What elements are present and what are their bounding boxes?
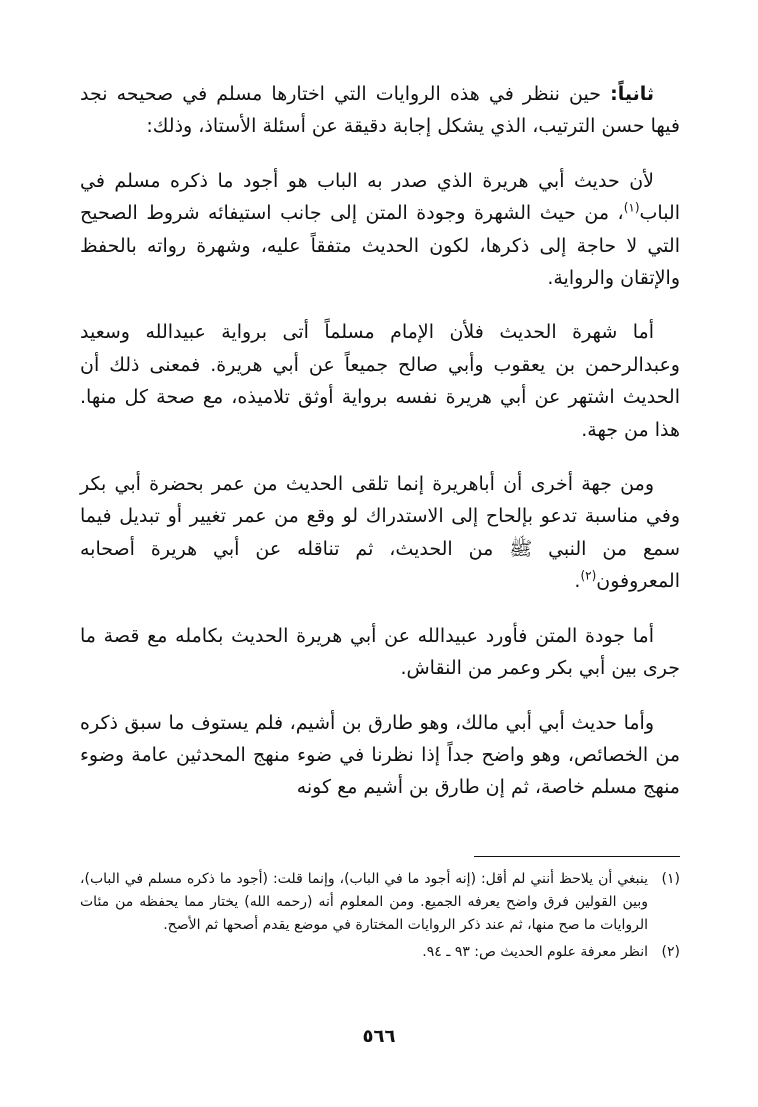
paragraph-1-text: حين ننظر في هذه الروايات التي اختارها مسلم في صحيحه نجد فيها حسن الترتيب، الذي يشكل إجابة دقيقة عن أسئلة الأستاذ، وذلك: (80, 83, 680, 138)
paragraph-1-lead: ثانياً: (610, 83, 654, 105)
footnote-1-number: (١) (661, 871, 680, 887)
paragraph-2-text-after: ، من حيث الشهرة وجودة المتن إلى جانب استيفائه شروط الصحيح التي لا حاجة إلى ذكرها، لكون الحديث متفقاً عليه، وشهرة رواته بالحفظ والإتقان والرواية. (80, 202, 680, 290)
paragraph-6 (80, 707, 680, 804)
footnote-2-text: انظر معرفة علوم الحديث ص: ٩٣ ـ ٩٤. (422, 944, 648, 960)
paragraph-5-text: أما جودة المتن فأورد عبيدالله عن أبي هريرة الحديث بكامله مع قصة ما جرى بين أبي بكر وعمر من النقاش. (80, 624, 680, 680)
footnote-1 (80, 868, 680, 937)
paragraph-4-text-before: ومن جهة أخرى أن أباهريرة إنما تلقى الحديث من عمر بحضرة أبي بكر وفي مناسبة تدعو بإلحاح إلى الاستدراك لو وقع من عمر تغيير أو تبديل فيما سمع من النبي ﷺ من الحديث، ثم تناقله عن أبي هريرة أصحابه المعروفون (80, 473, 680, 593)
paragraph-1 (80, 78, 680, 143)
paragraph-2 (80, 165, 680, 295)
paragraph-4-text-after: . (574, 570, 581, 593)
paragraph-6-text: وأما حديث أبي أبي مالك، وهو طارق بن أشيم، فلم يستوف ما سبق ذكره من الخصائص، وهو واضح جداً إذا نظرنا في ضوء منهج المحدثين عامة وضوء منهج مسلم خاصة، ثم إن طارق بن أشيم مع كونه (80, 711, 680, 799)
paragraph-4 (80, 468, 680, 598)
page-body (80, 78, 680, 826)
paragraph-3-text: أما شهرة الحديث فلأن الإمام مسلماً أتى برواية عبيدالله وسعيد وعبدالرحمن بن يعقوب وأبي صالح جميعاً عن أبي هريرة. فمعنى ذلك أن الحديث اشتهر عن أبي هريرة نفسه برواية أوثق تلاميذه، مع صحة كل منها. هذا من جهة. (80, 321, 680, 441)
footnotes (80, 868, 680, 968)
paragraph-3 (80, 316, 680, 446)
footnote-2 (80, 941, 680, 964)
footnote-separator (474, 856, 680, 857)
footnote-2-number: (٢) (661, 944, 680, 960)
footnote-ref-2: (٢) (580, 568, 597, 583)
footnote-1-text: ينبغي أن يلاحظ أنني لم أقل: (إنه أجود ما في الباب)، وإنما قلت: (أجود ما ذكره مسلم في الباب)، وبين القولين فرق واضح يعرفه الجميع. ومن المعلوم أنه (رحمه الله) يختار مما يحفظه من مئات الروايات ما صح منها، ثم عند ذكر الروايات المختارة في موضع يقدم أصحها ثم الأصح. (80, 871, 648, 933)
footnote-ref-1: (١) (623, 200, 640, 215)
page-number: ٥٦٦ (362, 1026, 396, 1047)
paragraph-5 (80, 620, 680, 685)
paragraph-2-text-before: لأن حديث أبي هريرة الذي صدر به الباب هو أجود ما ذكره مسلم في الباب (80, 169, 680, 225)
